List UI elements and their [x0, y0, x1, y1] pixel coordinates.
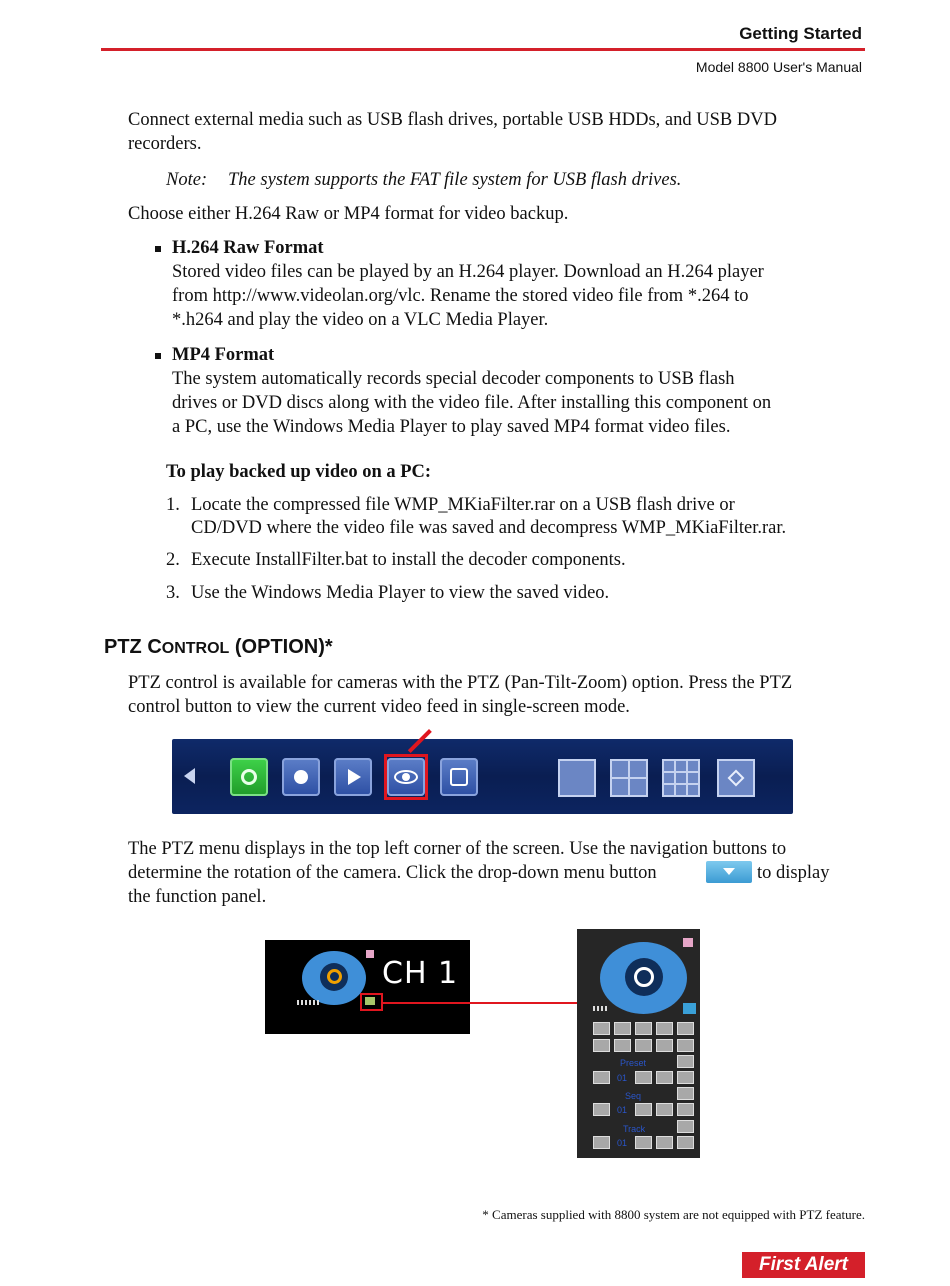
- steps-heading: To play backed up video on a PC:: [166, 462, 432, 482]
- download-icon: [677, 1039, 694, 1052]
- ptz-heading-part: PTZ C: [104, 636, 162, 658]
- home-icon: [656, 1022, 673, 1035]
- ptz-para2-line: to display: [757, 863, 830, 883]
- intro-line-1: Connect external media such as USB flash drives, portable USB HDDs, and USB DVD: [128, 110, 777, 130]
- ptz-function-panel-screenshot: [577, 929, 700, 1158]
- ptz-para-line: control button to view the current video feed in single-screen mode.: [128, 697, 630, 717]
- focus-icon: [614, 1022, 631, 1035]
- format-title: MP4 Format: [172, 345, 275, 365]
- footnote: * Cameras supplied with 8800 system are not equipped with PTZ feature.: [482, 1207, 865, 1222]
- step-number: 1.: [166, 495, 180, 515]
- section-title: Getting Started: [739, 24, 862, 43]
- format-line: drives or DVD discs along with the video file. After installing this component on: [172, 393, 772, 413]
- edit-icon: [677, 1120, 694, 1133]
- settings-icon: [230, 758, 268, 796]
- format-title: H.264 Raw Format: [172, 238, 324, 258]
- bullet-icon: [155, 353, 161, 359]
- left-arrow-icon: [184, 768, 195, 784]
- ptz-para2-line: determine the rotation of the camera. Click the drop-down menu button: [128, 863, 657, 883]
- choose-format-text: Choose either H.264 Raw or MP4 format for video backup.: [128, 204, 569, 224]
- upload-icon: [677, 1022, 694, 1035]
- seq-label: Seq: [625, 1091, 642, 1101]
- format-line: *.h264 and play the video on a VLC Media Player.: [172, 310, 549, 330]
- channel-label: CH 1: [382, 956, 459, 991]
- preset-value: 01: [617, 1073, 628, 1083]
- next-icon: [635, 1136, 652, 1149]
- format-line: Stored video files can be played by an H.264 player. Download an H.264 player: [172, 262, 764, 282]
- iris-icon: [635, 1039, 652, 1052]
- ptz-heading-part: (OPTION)*: [229, 636, 333, 658]
- nine-screen-icon: [662, 759, 700, 797]
- run-icon: [656, 1103, 673, 1116]
- step-number: 3.: [166, 583, 180, 603]
- zoom-in-icon: [593, 1022, 610, 1035]
- ptz-button-highlight: [384, 754, 428, 800]
- format-line: a PC, use the Windows Media Player to play saved MP4 format video files.: [172, 417, 731, 437]
- ptz-para2-line: The PTZ menu displays in the top left corner of the screen. Use the navigation buttons to: [128, 839, 787, 859]
- iris-icon: [635, 1022, 652, 1035]
- pointer-arrow-icon: [408, 729, 432, 753]
- ptz-para2-line: the function panel.: [128, 887, 267, 907]
- home-icon: [656, 1039, 673, 1052]
- next-icon: [635, 1103, 652, 1116]
- step-line: Use the Windows Media Player to view the saved video.: [191, 583, 610, 603]
- format-line: from http://www.videolan.org/vlc. Rename the stored video file from *.264 to: [172, 286, 749, 306]
- step-number: 2.: [166, 550, 180, 570]
- ptz-heading: [104, 636, 333, 659]
- step-line: CD/DVD where the video file was saved and decompress WMP_MKiaFilter.rar.: [191, 518, 787, 538]
- step-line: Execute InstallFilter.bat to install the decoder components.: [191, 550, 626, 570]
- track-value: 01: [617, 1138, 628, 1148]
- prev-icon: [593, 1136, 610, 1149]
- collapse-icon: [683, 1003, 696, 1014]
- bullet-icon: [155, 246, 161, 252]
- play-icon: [334, 758, 372, 796]
- prev-icon: [593, 1071, 610, 1084]
- run-icon: [656, 1136, 673, 1149]
- view-icon: [677, 1136, 694, 1149]
- first-alert-logo: First Alert: [742, 1252, 865, 1278]
- track-label: Track: [623, 1124, 646, 1134]
- signal-icon: [297, 1000, 319, 1005]
- preset-label: Preset: [620, 1058, 647, 1068]
- single-screen-icon: [558, 759, 596, 797]
- next-icon: [635, 1071, 652, 1084]
- ptz-overlay-screenshot: [265, 940, 470, 1034]
- run-icon: [656, 1071, 673, 1084]
- fullscreen-icon: [717, 759, 755, 797]
- intro-line-2: recorders.: [128, 134, 202, 154]
- dropdown-menu-button-icon: [706, 861, 752, 883]
- manual-title: Model 8800 User's Manual: [695, 59, 862, 75]
- format-line: The system automatically records special decoder components to USB flash: [172, 369, 735, 389]
- close-icon: [683, 938, 693, 947]
- seq-value: 01: [617, 1105, 628, 1115]
- edit-icon: [677, 1055, 694, 1068]
- quad-screen-icon: [610, 759, 648, 797]
- dropdown-highlight: [360, 993, 383, 1011]
- prev-icon: [593, 1103, 610, 1116]
- step-line: Locate the compressed file WMP_MKiaFilter.rar on a USB flash drive or: [191, 495, 735, 515]
- record-icon: [282, 758, 320, 796]
- toolbar-screenshot: [172, 739, 793, 814]
- zoom-out-icon: [593, 1039, 610, 1052]
- note-label: Note:: [166, 170, 208, 190]
- note-text: The system supports the FAT file system for USB flash drives.: [228, 170, 682, 190]
- ptz-center-icon: [327, 969, 342, 984]
- focus-icon: [614, 1039, 631, 1052]
- ptz-para-line: PTZ control is available for cameras with the PTZ (Pan-Tilt-Zoom) option. Press the PTZ: [128, 673, 793, 693]
- edit-icon: [677, 1087, 694, 1100]
- view-icon: [677, 1071, 694, 1084]
- view-icon: [677, 1103, 694, 1116]
- header-rule: [101, 48, 865, 51]
- zoom-icon: [440, 758, 478, 796]
- signal-icon: [593, 1006, 607, 1011]
- close-icon: [366, 950, 374, 958]
- ptz-center-icon: [634, 967, 654, 987]
- ptz-heading-part: ONTROL: [161, 640, 230, 657]
